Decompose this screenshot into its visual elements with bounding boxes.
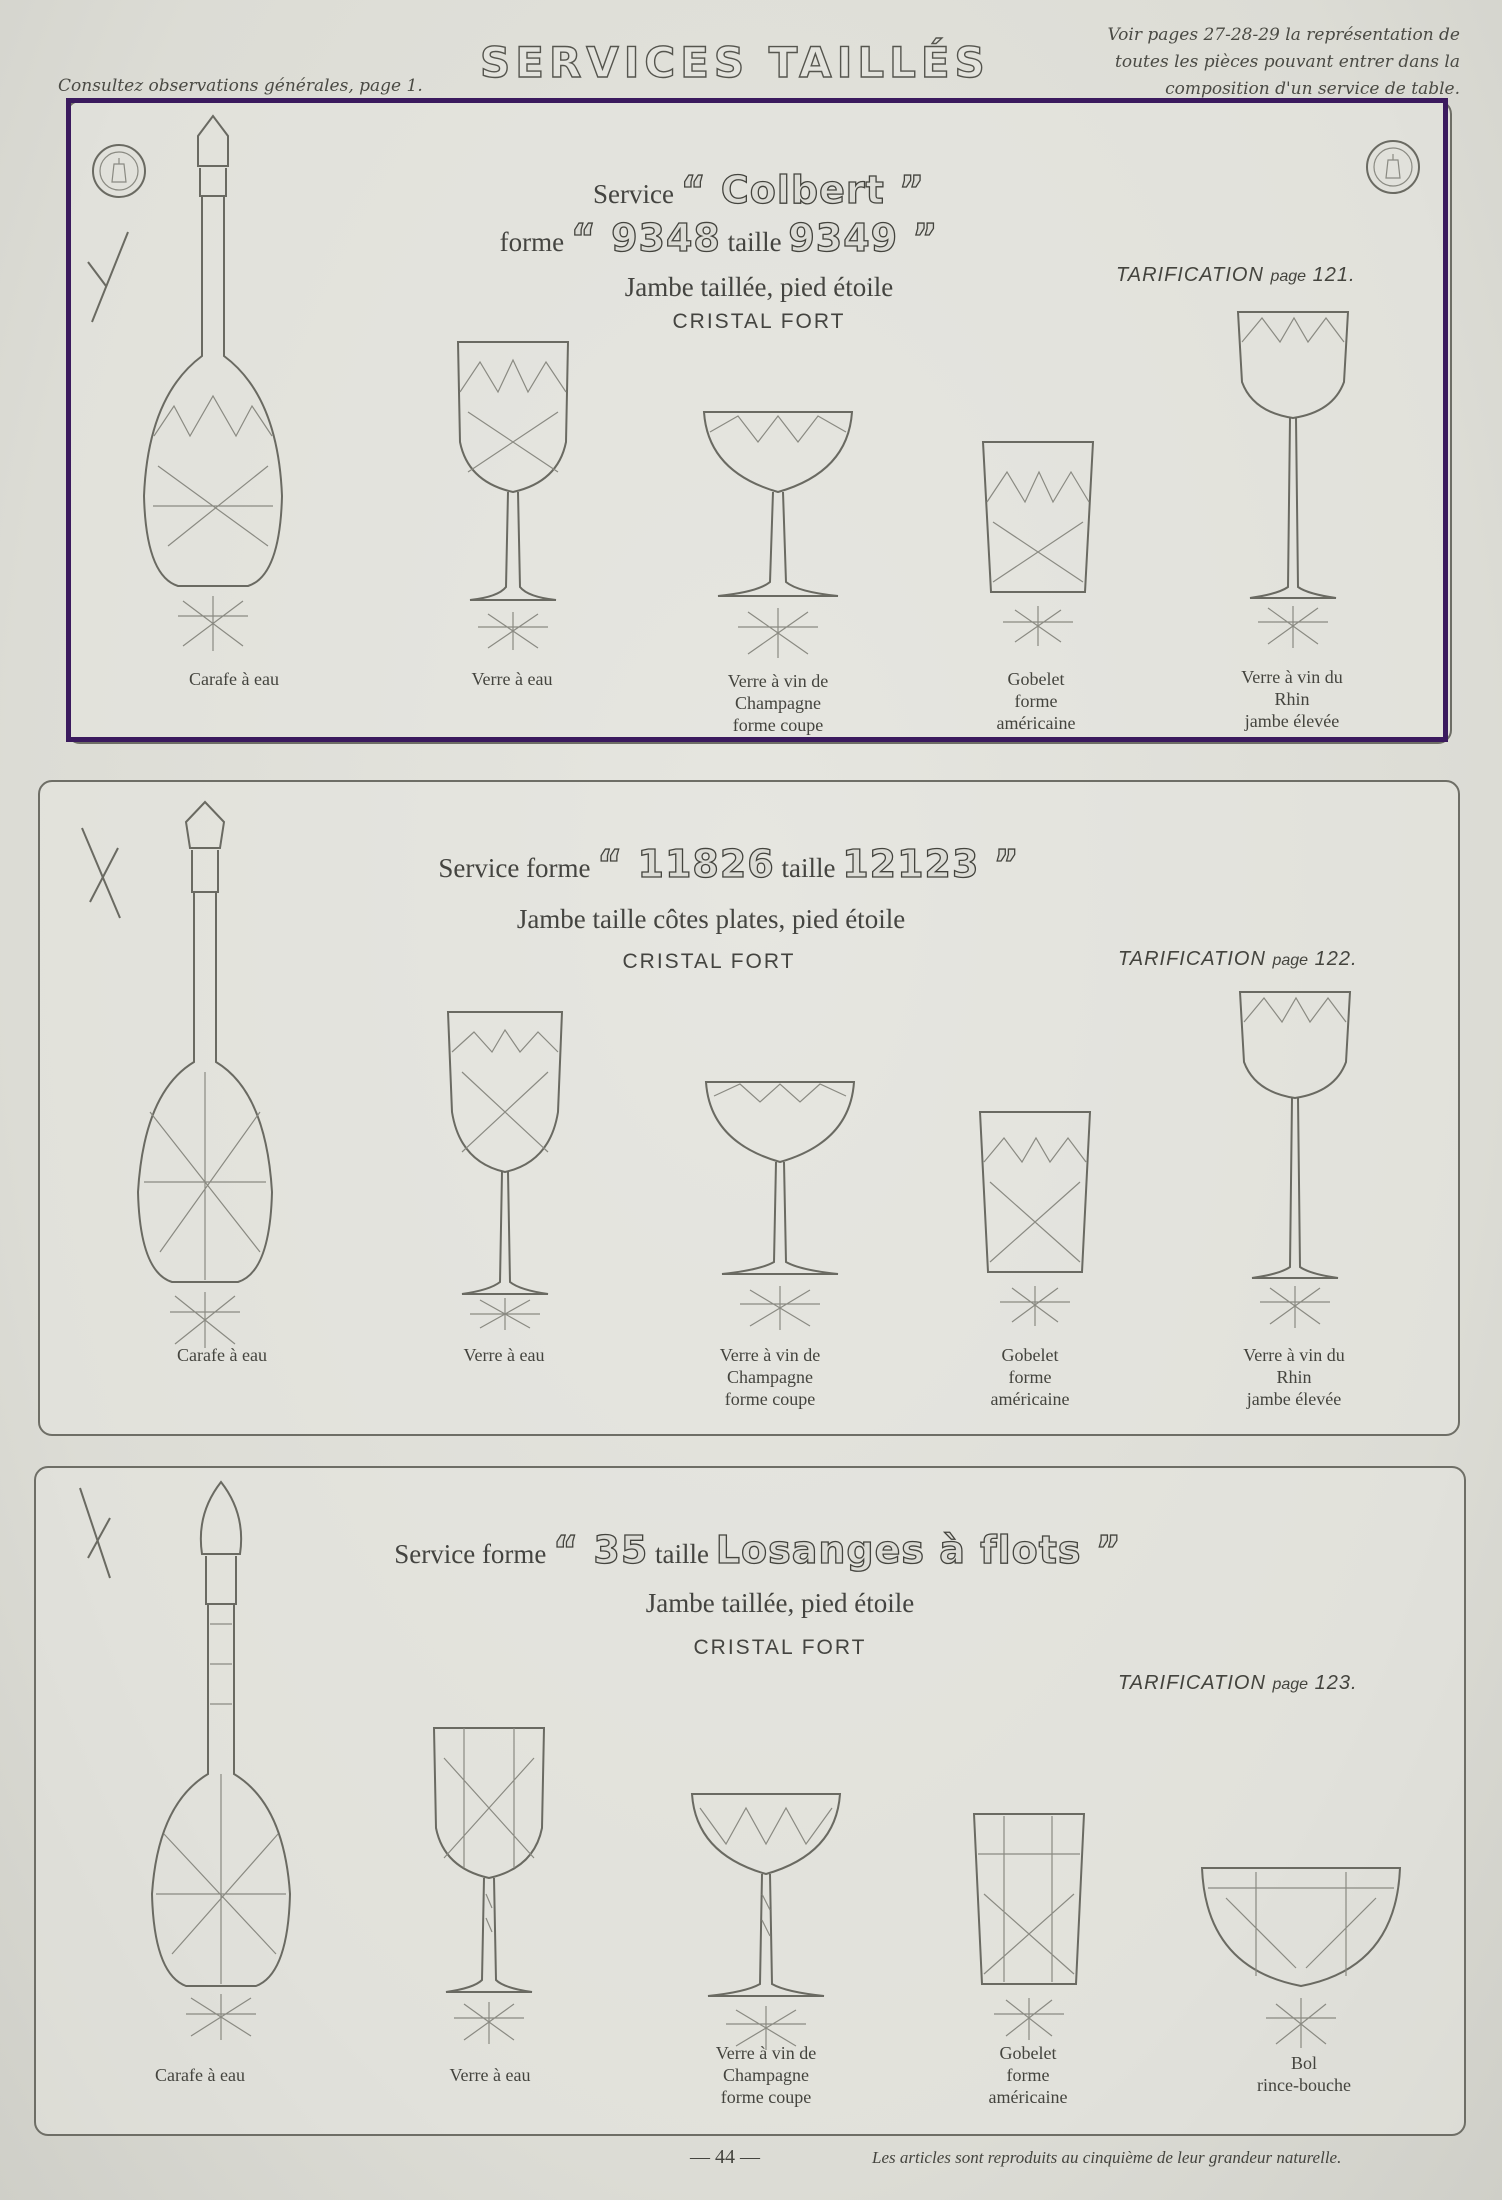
reference-note-line: Voir pages 27-28-29 la représentation de: [1107, 25, 1460, 45]
caption-line: Champagne: [727, 1367, 813, 1387]
caption-line: Gobelet: [1007, 669, 1065, 689]
carafe-icon: [120, 792, 290, 1352]
caption-line: forme: [1014, 691, 1058, 711]
service-subtitle: Jambe taillée, pied étoile: [645, 1588, 915, 1618]
cristal-label: CRISTAL FORT: [672, 310, 846, 333]
tarification-label: TARIFICATION: [1116, 264, 1264, 286]
scale-note: Les articles sont reproduits au cinquième de leur grandeur naturelle.: [872, 2148, 1342, 2167]
item-caption: [380, 2064, 600, 2086]
tarification-label: TARIFICATION: [1118, 948, 1266, 970]
service-title: Service forme “ 11826 taille 12123 ”: [438, 842, 1020, 886]
tumbler-icon: [970, 1102, 1100, 1332]
taille-number: 9349: [788, 216, 899, 260]
item-caption: [920, 1344, 1140, 1410]
item-caption: [112, 1344, 332, 1366]
tarification-label: TARIFICATION: [1118, 1672, 1266, 1694]
caption-line: Rhin: [1276, 1367, 1312, 1387]
service-subtitle: Jambe taille côtes plates, pied étoile: [516, 904, 906, 934]
carafe-icon: [128, 106, 298, 656]
service-panel-35: [34, 1466, 1466, 2136]
forme-number: 9348: [611, 216, 721, 260]
caption-line: jambe élevée: [1244, 711, 1340, 731]
taille-label: taille: [655, 1539, 710, 1569]
caption-line: Gobelet: [1001, 1345, 1059, 1365]
item-caption: [668, 670, 888, 736]
item-caption: [660, 1344, 880, 1410]
tumbler-icon: [964, 1804, 1094, 2054]
tumbler-icon: [973, 432, 1103, 652]
tarification-ref: [1118, 1672, 1358, 1695]
service-panel-11826: [38, 780, 1460, 1436]
caption-line: américaine: [996, 713, 1076, 733]
caption-line: Carafe à eau: [155, 2065, 245, 2085]
caption-line: Verre à eau: [471, 669, 553, 689]
caption-line: américaine: [990, 1389, 1070, 1409]
champagne-coupe-icon: [698, 402, 858, 662]
water-glass-icon: [424, 1718, 554, 2048]
service-forme-line: forme “ 9348 taille 9349 ”: [499, 216, 939, 260]
caption-line: Verre à vin du: [1243, 1345, 1345, 1365]
item-caption: [926, 668, 1146, 734]
service-subtitle: Jambe taillée, pied étoile: [624, 272, 894, 302]
caption-line: Rhin: [1274, 689, 1310, 709]
caption-line: Champagne: [735, 693, 821, 713]
water-glass-icon: [448, 332, 578, 652]
water-glass-icon: [440, 1002, 570, 1332]
rhine-glass-icon: [1228, 302, 1358, 652]
rhine-glass-icon: [1230, 982, 1360, 1332]
item-caption: [394, 1344, 614, 1366]
tarification-ref: [1118, 948, 1358, 971]
caption-line: Verre à vin de: [715, 2043, 817, 2063]
service-title: Service “ Colbert ”: [592, 168, 926, 212]
service-prefix: Service forme: [438, 853, 591, 883]
general-observations-note: Consultez observations générales, page 1.: [58, 76, 423, 96]
tarification-page-word: page: [1270, 268, 1307, 285]
caption-line: forme coupe: [724, 1389, 816, 1409]
taille-number: 12123: [842, 842, 980, 886]
item-caption: [1184, 1344, 1404, 1410]
item-caption: [918, 2042, 1138, 2108]
service-prefix: Service: [592, 179, 674, 209]
cristal-label: CRISTAL FORT: [622, 950, 796, 973]
tarification-page-word: page: [1272, 1676, 1309, 1693]
item-caption: [90, 2064, 310, 2086]
caption-line: forme: [1006, 2065, 1050, 2085]
tarification-page-word: page: [1272, 952, 1309, 969]
item-caption: [1194, 2052, 1414, 2096]
tarification-ref: [1116, 264, 1356, 287]
service-title: Service forme “ 35 taille Losanges à flots ”: [394, 1528, 1122, 1572]
taille-label: taille: [781, 853, 836, 883]
forme-number: 11826: [637, 842, 775, 886]
caption-line: Carafe à eau: [189, 669, 279, 689]
tarification-page: 122.: [1314, 948, 1358, 970]
item-caption: [124, 668, 344, 690]
page-number: — 44 —: [690, 2146, 760, 2168]
caption-line: forme: [1008, 1367, 1052, 1387]
caption-line: Verre à eau: [463, 1345, 545, 1365]
cristal-label: CRISTAL FORT: [693, 1636, 867, 1659]
caption-line: Bol: [1290, 2053, 1317, 2073]
caption-line: Verre à vin de: [727, 671, 829, 691]
caption-line: forme coupe: [720, 2087, 812, 2107]
reference-note-line: toutes les pièces pouvant entrer dans la: [1115, 52, 1460, 72]
item-caption: [402, 668, 622, 690]
champagne-coupe-icon: [700, 1072, 860, 1332]
service-name: Colbert: [720, 168, 885, 212]
item-caption: [1182, 666, 1402, 732]
tarification-page: 123.: [1314, 1672, 1358, 1694]
taille-name: Losanges à flots: [715, 1528, 1082, 1572]
service-prefix: Service forme: [394, 1539, 547, 1569]
caption-line: Verre à eau: [449, 2065, 531, 2085]
carafe-icon: [136, 1474, 306, 2044]
item-caption: [656, 2042, 876, 2108]
caption-line: Verre à vin de: [719, 1345, 821, 1365]
caption-line: rince-bouche: [1257, 2075, 1351, 2095]
caption-line: Verre à vin du: [1241, 667, 1343, 687]
caption-line: Champagne: [723, 2065, 809, 2085]
champagne-coupe-icon: [686, 1784, 846, 2054]
caption-line: jambe élevée: [1246, 1389, 1342, 1409]
tarification-page: 121.: [1312, 264, 1356, 286]
finger-bowl-icon: [1196, 1858, 1406, 2058]
service-panel-colbert: [66, 100, 1452, 744]
caption-line: américaine: [988, 2087, 1068, 2107]
caption-line: forme coupe: [732, 715, 824, 735]
reference-note-line: composition d'un service de table.: [1165, 79, 1460, 99]
caption-line: Carafe à eau: [177, 1345, 267, 1365]
page-title: SERVICES TAILLÉS: [480, 38, 990, 87]
taille-label: taille: [727, 227, 782, 257]
reference-pages-note: [1060, 22, 1460, 103]
caption-line: Gobelet: [999, 2043, 1057, 2063]
forme-label: forme: [499, 227, 565, 257]
forme-number: 35: [593, 1528, 649, 1572]
